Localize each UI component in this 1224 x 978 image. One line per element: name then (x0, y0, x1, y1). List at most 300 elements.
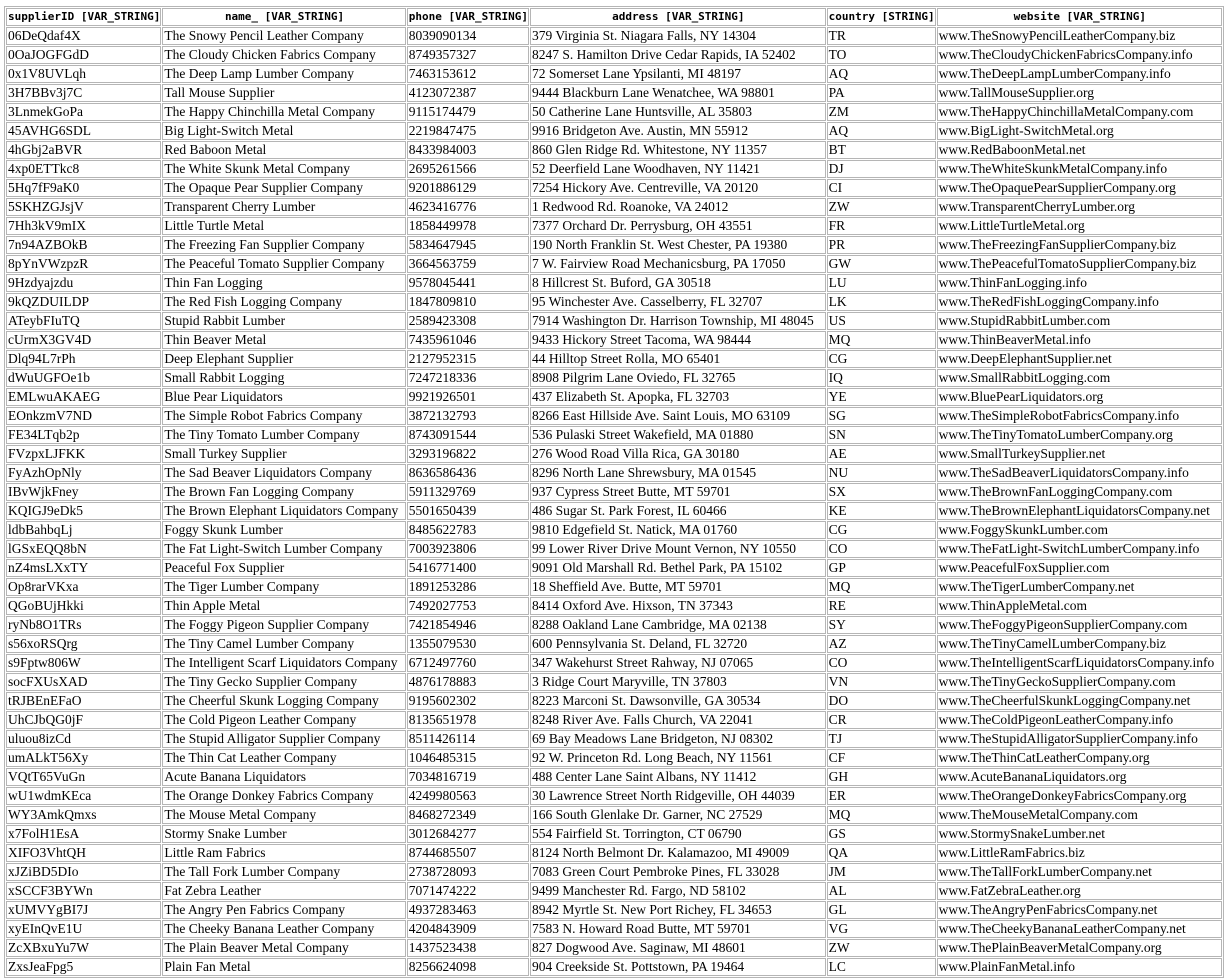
column-header-country[interactable]: country [STRING] (827, 8, 936, 26)
cell-phone: 8135651978 (407, 711, 529, 729)
cell-name: The Intelligent Scarf Liquidators Company (162, 654, 405, 672)
cell-phone: 4123072387 (407, 84, 529, 102)
cell-supplier-id: ldbBahbqLj (6, 521, 161, 539)
cell-website: www.TallMouseSupplier.org (937, 84, 1222, 102)
table-row (6, 46, 1222, 64)
cell-address: 99 Lower River Drive Mount Vernon, NY 10550 (530, 540, 826, 558)
cell-website: www.ThePeacefulTomatoSupplierCompany.biz (937, 255, 1222, 273)
cell-website: www.BluePearLiquidators.org (937, 388, 1222, 406)
cell-country: CR (827, 711, 936, 729)
cell-address: 190 North Franklin St. West Chester, PA 19380 (530, 236, 826, 254)
cell-supplier-id: 3LnmekGoPa (6, 103, 161, 121)
cell-address: 276 Wood Road Villa Rica, GA 30180 (530, 445, 826, 463)
cell-address: 8 Hillcrest St. Buford, GA 30518 (530, 274, 826, 292)
table-row (6, 293, 1222, 311)
cell-name: The Sad Beaver Liquidators Company (162, 464, 405, 482)
cell-address: 9091 Old Marshall Rd. Bethel Park, PA 15102 (530, 559, 826, 577)
cell-country: ZW (827, 939, 936, 957)
cell-name: Small Turkey Supplier (162, 445, 405, 463)
cell-country: US (827, 312, 936, 330)
table-row (6, 141, 1222, 159)
cell-address: 8248 River Ave. Falls Church, VA 22041 (530, 711, 826, 729)
table-row (6, 692, 1222, 710)
cell-name: Thin Apple Metal (162, 597, 405, 615)
cell-website: www.TheStupidAlligatorSupplierCompany.info (937, 730, 1222, 748)
cell-country: BT (827, 141, 936, 159)
cell-phone: 2127952315 (407, 350, 529, 368)
cell-phone: 8485622783 (407, 521, 529, 539)
cell-name: Red Baboon Metal (162, 141, 405, 159)
cell-phone: 1355079530 (407, 635, 529, 653)
cell-website: www.TheSimpleRobotFabricsCompany.info (937, 407, 1222, 425)
cell-phone: 8749357327 (407, 46, 529, 64)
cell-address: 7377 Orchard Dr. Perrysburg, OH 43551 (530, 217, 826, 235)
cell-address: 1 Redwood Rd. Roanoke, VA 24012 (530, 198, 826, 216)
cell-website: www.ThinFanLogging.info (937, 274, 1222, 292)
cell-name: The Red Fish Logging Company (162, 293, 405, 311)
cell-address: 937 Cypress Street Butte, MT 59701 (530, 483, 826, 501)
cell-country: SG (827, 407, 936, 425)
cell-country: MQ (827, 578, 936, 596)
cell-website: www.TheFatLight-SwitchLumberCompany.info (937, 540, 1222, 558)
cell-phone: 8636586436 (407, 464, 529, 482)
table-row (6, 521, 1222, 539)
cell-name: Deep Elephant Supplier (162, 350, 405, 368)
cell-website: www.TheOrangeDonkeyFabricsCompany.org (937, 787, 1222, 805)
cell-country: ZM (827, 103, 936, 121)
cell-phone: 9578045441 (407, 274, 529, 292)
cell-supplier-id: xSCCF3BYWn (6, 882, 161, 900)
cell-phone: 2738728093 (407, 863, 529, 881)
cell-supplier-id: 7n94AZBOkB (6, 236, 161, 254)
cell-country: GS (827, 825, 936, 843)
table-row (6, 597, 1222, 615)
cell-supplier-id: ZxsJeaFpg5 (6, 958, 161, 976)
cell-supplier-id: 4xp0ETTkc8 (6, 160, 161, 178)
cell-phone: 1858449978 (407, 217, 529, 235)
cell-supplier-id: 3H7BBv3j7C (6, 84, 161, 102)
cell-address: 347 Wakehurst Street Rahway, NJ 07065 (530, 654, 826, 672)
cell-address: 554 Fairfield St. Torrington, CT 06790 (530, 825, 826, 843)
cell-phone: 6712497760 (407, 654, 529, 672)
cell-website: www.TheDeepLampLumberCompany.info (937, 65, 1222, 83)
cell-address: 9499 Manchester Rd. Fargo, ND 58102 (530, 882, 826, 900)
cell-website: www.TheAngryPenFabricsCompany.net (937, 901, 1222, 919)
table-row (6, 502, 1222, 520)
cell-supplier-id: FVzpxLJFKK (6, 445, 161, 463)
cell-country: VN (827, 673, 936, 691)
cell-address: 9433 Hickory Street Tacoma, WA 98444 (530, 331, 826, 349)
cell-supplier-id: x7FolH1EsA (6, 825, 161, 843)
cell-name: The Tiny Tomato Lumber Company (162, 426, 405, 444)
cell-phone: 9201886129 (407, 179, 529, 197)
table-row (6, 806, 1222, 824)
cell-supplier-id: uluou8izCd (6, 730, 161, 748)
cell-name: The White Skunk Metal Company (162, 160, 405, 178)
cell-phone: 7492027753 (407, 597, 529, 615)
cell-name: The Fat Light-Switch Lumber Company (162, 540, 405, 558)
table-row (6, 578, 1222, 596)
cell-phone: 9921926501 (407, 388, 529, 406)
cell-name: The Snowy Pencil Leather Company (162, 27, 405, 45)
cell-website: www.AcuteBananaLiquidators.org (937, 768, 1222, 786)
cell-supplier-id: ryNb8O1TRs (6, 616, 161, 634)
cell-address: 488 Center Lane Saint Albans, NY 11412 (530, 768, 826, 786)
table-row (6, 635, 1222, 653)
cell-supplier-id: socFXUsXAD (6, 673, 161, 691)
cell-name: The Cheerful Skunk Logging Company (162, 692, 405, 710)
table-row (6, 882, 1222, 900)
cell-website: www.TheCheerfulSkunkLoggingCompany.net (937, 692, 1222, 710)
cell-supplier-id: umALkT56Xy (6, 749, 161, 767)
cell-supplier-id: ATeybFIuTQ (6, 312, 161, 330)
cell-country: CG (827, 521, 936, 539)
cell-country: NU (827, 464, 936, 482)
cell-website: www.TheMouseMetalCompany.com (937, 806, 1222, 824)
cell-phone: 5911329769 (407, 483, 529, 501)
cell-country: AQ (827, 122, 936, 140)
cell-supplier-id: wU1wdmKEca (6, 787, 161, 805)
cell-phone: 3664563759 (407, 255, 529, 273)
cell-name: The Cheeky Banana Leather Company (162, 920, 405, 938)
cell-country: GW (827, 255, 936, 273)
table-row (6, 179, 1222, 197)
cell-phone: 2589423308 (407, 312, 529, 330)
table-row (6, 236, 1222, 254)
header-row (6, 8, 1222, 26)
cell-supplier-id: Dlq94L7rPh (6, 350, 161, 368)
cell-supplier-id: FE34LTqb2p (6, 426, 161, 444)
cell-phone: 7003923806 (407, 540, 529, 558)
cell-country: AQ (827, 65, 936, 83)
cell-country: PA (827, 84, 936, 102)
cell-address: 18 Sheffield Ave. Butte, MT 59701 (530, 578, 826, 596)
cell-supplier-id: s9Fptw806W (6, 654, 161, 672)
cell-phone: 7435961046 (407, 331, 529, 349)
table-row (6, 749, 1222, 767)
cell-country: GL (827, 901, 936, 919)
cell-supplier-id: xyEInQvE1U (6, 920, 161, 938)
cell-supplier-id: 5SKHZGJsjV (6, 198, 161, 216)
cell-supplier-id: 9kQZDUILDP (6, 293, 161, 311)
cell-country: MQ (827, 806, 936, 824)
cell-supplier-id: IBvWjkFney (6, 483, 161, 501)
cell-website: www.TransparentCherryLumber.org (937, 198, 1222, 216)
cell-supplier-id: ZcXBxuYu7W (6, 939, 161, 957)
table-row (6, 939, 1222, 957)
cell-address: 92 W. Princeton Rd. Long Beach, NY 11561 (530, 749, 826, 767)
cell-address: 8414 Oxford Ave. Hixson, TN 37343 (530, 597, 826, 615)
table-row (6, 730, 1222, 748)
cell-address: 7583 N. Howard Road Butte, MT 59701 (530, 920, 826, 938)
cell-supplier-id: VQtT65VuGn (6, 768, 161, 786)
cell-supplier-id: lGSxEQQ8bN (6, 540, 161, 558)
cell-address: 904 Creekside St. Pottstown, PA 19464 (530, 958, 826, 976)
cell-phone: 7463153612 (407, 65, 529, 83)
cell-website: www.TheThinCatLeatherCompany.org (937, 749, 1222, 767)
cell-address: 486 Sugar St. Park Forest, IL 60466 (530, 502, 826, 520)
cell-website: www.TheTallForkLumberCompany.net (937, 863, 1222, 881)
cell-website: www.ThinBeaverMetal.info (937, 331, 1222, 349)
column-header-phone[interactable]: phone [VAR_STRING] (407, 8, 529, 26)
cell-name: The Plain Beaver Metal Company (162, 939, 405, 957)
cell-phone: 7421854946 (407, 616, 529, 634)
cell-website: www.TheBrownElephantLiquidatorsCompany.net (937, 502, 1222, 520)
cell-website: www.TheCloudyChickenFabricsCompany.info (937, 46, 1222, 64)
cell-name: The Thin Cat Leather Company (162, 749, 405, 767)
cell-address: 8223 Marconi St. Dawsonville, GA 30534 (530, 692, 826, 710)
cell-address: 8908 Pilgrim Lane Oviedo, FL 32765 (530, 369, 826, 387)
cell-address: 8247 S. Hamilton Drive Cedar Rapids, IA 52402 (530, 46, 826, 64)
table-row (6, 540, 1222, 558)
cell-supplier-id: 9Hzdyajzdu (6, 274, 161, 292)
cell-website: www.TheTinyCamelLumberCompany.biz (937, 635, 1222, 653)
cell-website: www.TheTigerLumberCompany.net (937, 578, 1222, 596)
cell-name: The Deep Lamp Lumber Company (162, 65, 405, 83)
cell-name: The Cold Pigeon Leather Company (162, 711, 405, 729)
cell-supplier-id: 7Hh3kV9mIX (6, 217, 161, 235)
cell-website: www.StupidRabbitLumber.com (937, 312, 1222, 330)
cell-address: 437 Elizabeth St. Apopka, FL 32703 (530, 388, 826, 406)
cell-country: CO (827, 540, 936, 558)
cell-country: CG (827, 350, 936, 368)
cell-website: www.TheFoggyPigeonSupplierCompany.com (937, 616, 1222, 634)
cell-country: CO (827, 654, 936, 672)
cell-address: 7914 Washington Dr. Harrison Township, MI 48045 (530, 312, 826, 330)
cell-name: Thin Beaver Metal (162, 331, 405, 349)
table-row (6, 616, 1222, 634)
cell-name: Big Light-Switch Metal (162, 122, 405, 140)
cell-phone: 1847809810 (407, 293, 529, 311)
cell-country: LC (827, 958, 936, 976)
cell-name: Transparent Cherry Lumber (162, 198, 405, 216)
cell-address: 600 Pennsylvania St. Deland, FL 32720 (530, 635, 826, 653)
cell-name: Tall Mouse Supplier (162, 84, 405, 102)
cell-website: www.TheOpaquePearSupplierCompany.org (937, 179, 1222, 197)
table-row (6, 122, 1222, 140)
cell-name: The Brown Fan Logging Company (162, 483, 405, 501)
cell-phone: 7071474222 (407, 882, 529, 900)
cell-name: The Tiny Camel Lumber Company (162, 635, 405, 653)
cell-supplier-id: EOnkzmV7ND (6, 407, 161, 425)
cell-country: SY (827, 616, 936, 634)
cell-name: The Tiny Gecko Supplier Company (162, 673, 405, 691)
cell-supplier-id: cUrmX3GV4D (6, 331, 161, 349)
cell-website: www.TheSadBeaverLiquidatorsCompany.info (937, 464, 1222, 482)
cell-website: www.TheWhiteSkunkMetalCompany.info (937, 160, 1222, 178)
table-row (6, 407, 1222, 425)
cell-website: www.TheTinyGeckoSupplierCompany.com (937, 673, 1222, 691)
table-row (6, 464, 1222, 482)
table-row (6, 920, 1222, 938)
table-row (6, 160, 1222, 178)
table-row (6, 65, 1222, 83)
cell-country: PR (827, 236, 936, 254)
cell-supplier-id: 5Hq7fF9aK0 (6, 179, 161, 197)
cell-name: Thin Fan Logging (162, 274, 405, 292)
cell-address: 9444 Blackburn Lane Wenatchee, WA 98801 (530, 84, 826, 102)
cell-phone: 1437523438 (407, 939, 529, 957)
cell-supplier-id: nZ4msLXxTY (6, 559, 161, 577)
table-row (6, 483, 1222, 501)
cell-name: The Happy Chinchilla Metal Company (162, 103, 405, 121)
cell-name: Little Turtle Metal (162, 217, 405, 235)
cell-supplier-id: WY3AmkQmxs (6, 806, 161, 824)
table-row (6, 103, 1222, 121)
cell-phone: 8433984003 (407, 141, 529, 159)
table-row (6, 958, 1222, 976)
cell-address: 166 South Glenlake Dr. Garner, NC 27529 (530, 806, 826, 824)
cell-website: www.TheCheekyBananaLeatherCompany.net (937, 920, 1222, 938)
results-table-container (4, 6, 1224, 978)
cell-country: GP (827, 559, 936, 577)
cell-website: www.TheSnowyPencilLeatherCompany.biz (937, 27, 1222, 45)
cell-country: JM (827, 863, 936, 881)
cell-name: The Orange Donkey Fabrics Company (162, 787, 405, 805)
cell-phone: 4249980563 (407, 787, 529, 805)
cell-phone: 1891253286 (407, 578, 529, 596)
cell-supplier-id: 4hGbj2aBVR (6, 141, 161, 159)
cell-website: www.ThinAppleMetal.com (937, 597, 1222, 615)
cell-name: The Brown Elephant Liquidators Company (162, 502, 405, 520)
cell-name: The Peaceful Tomato Supplier Company (162, 255, 405, 273)
table-row (6, 711, 1222, 729)
cell-phone: 7247218336 (407, 369, 529, 387)
cell-supplier-id: Op8rarVKxa (6, 578, 161, 596)
table-row (6, 559, 1222, 577)
cell-phone: 3012684277 (407, 825, 529, 843)
cell-country: CI (827, 179, 936, 197)
table-row (6, 654, 1222, 672)
cell-name: The Tall Fork Lumber Company (162, 863, 405, 881)
cell-supplier-id: XIFO3VhtQH (6, 844, 161, 862)
cell-name: Stormy Snake Lumber (162, 825, 405, 843)
cell-website: www.ThePlainBeaverMetalCompany.org (937, 939, 1222, 957)
cell-website: www.StormySnakeLumber.net (937, 825, 1222, 843)
cell-phone: 4937283463 (407, 901, 529, 919)
table-row (6, 863, 1222, 881)
cell-country: AE (827, 445, 936, 463)
cell-country: FR (827, 217, 936, 235)
cell-phone: 9115174479 (407, 103, 529, 121)
cell-name: The Opaque Pear Supplier Company (162, 179, 405, 197)
cell-phone: 4204843909 (407, 920, 529, 938)
cell-website: www.LittleTurtleMetal.org (937, 217, 1222, 235)
cell-country: VG (827, 920, 936, 938)
column-header-name[interactable]: name_ [VAR_STRING] (162, 8, 405, 26)
cell-phone: 2219847475 (407, 122, 529, 140)
cell-address: 44 Hilltop Street Rolla, MO 65401 (530, 350, 826, 368)
cell-supplier-id: xUMVYgBI7J (6, 901, 161, 919)
column-header-address[interactable]: address [VAR_STRING] (530, 8, 826, 26)
cell-name: The Foggy Pigeon Supplier Company (162, 616, 405, 634)
cell-phone: 4623416776 (407, 198, 529, 216)
cell-supplier-id: KQIGJ9eDk5 (6, 502, 161, 520)
cell-country: TJ (827, 730, 936, 748)
cell-website: www.TheFreezingFanSupplierCompany.biz (937, 236, 1222, 254)
column-header-supplier-id[interactable]: supplierID [VAR_STRING] (6, 8, 161, 26)
cell-phone: 4876178883 (407, 673, 529, 691)
table-row (6, 312, 1222, 330)
cell-phone: 8039090134 (407, 27, 529, 45)
table-row (6, 787, 1222, 805)
table-row (6, 255, 1222, 273)
table-row (6, 388, 1222, 406)
cell-website: www.SmallTurkeySupplier.net (937, 445, 1222, 463)
cell-website: www.TheRedFishLoggingCompany.info (937, 293, 1222, 311)
cell-website: www.PlainFanMetal.info (937, 958, 1222, 976)
cell-address: 7 W. Fairview Road Mechanicsburg, PA 17050 (530, 255, 826, 273)
cell-phone: 3872132793 (407, 407, 529, 425)
cell-country: CF (827, 749, 936, 767)
table-row (6, 350, 1222, 368)
cell-name: The Stupid Alligator Supplier Company (162, 730, 405, 748)
cell-country: ZW (827, 198, 936, 216)
cell-supplier-id: UhCJbQG0jF (6, 711, 161, 729)
cell-country: MQ (827, 331, 936, 349)
table-row (6, 445, 1222, 463)
cell-address: 9916 Bridgeton Ave. Austin, MN 55912 (530, 122, 826, 140)
cell-country: TR (827, 27, 936, 45)
cell-address: 69 Bay Meadows Lane Bridgeton, NJ 08302 (530, 730, 826, 748)
cell-name: Blue Pear Liquidators (162, 388, 405, 406)
cell-website: www.SmallRabbitLogging.com (937, 369, 1222, 387)
cell-supplier-id: 0OaJOGFGdD (6, 46, 161, 64)
cell-address: 8288 Oakland Lane Cambridge, MA 02138 (530, 616, 826, 634)
cell-name: Stupid Rabbit Lumber (162, 312, 405, 330)
table-row (6, 369, 1222, 387)
table-row (6, 84, 1222, 102)
cell-phone: 8744685507 (407, 844, 529, 862)
cell-address: 52 Deerfield Lane Woodhaven, NY 11421 (530, 160, 826, 178)
cell-address: 379 Virginia St. Niagara Falls, NY 14304 (530, 27, 826, 45)
cell-address: 72 Somerset Lane Ypsilanti, MI 48197 (530, 65, 826, 83)
cell-phone: 8511426114 (407, 730, 529, 748)
cell-country: RE (827, 597, 936, 615)
cell-address: 7254 Hickory Ave. Centreville, VA 20120 (530, 179, 826, 197)
cell-website: www.TheBrownFanLoggingCompany.com (937, 483, 1222, 501)
cell-country: SN (827, 426, 936, 444)
table-row (6, 274, 1222, 292)
cell-name: Fat Zebra Leather (162, 882, 405, 900)
cell-country: DO (827, 692, 936, 710)
cell-country: AZ (827, 635, 936, 653)
table-row (6, 331, 1222, 349)
cell-website: www.LittleRamFabrics.biz (937, 844, 1222, 862)
cell-address: 3 Ridge Court Maryville, TN 37803 (530, 673, 826, 691)
cell-supplier-id: s56xoRSQrg (6, 635, 161, 653)
cell-supplier-id: 45AVHG6SDL (6, 122, 161, 140)
cell-supplier-id: tRJBEnEFaO (6, 692, 161, 710)
column-header-website[interactable]: website [VAR_STRING] (937, 8, 1222, 26)
cell-name: The Angry Pen Fabrics Company (162, 901, 405, 919)
cell-website: www.FatZebraLeather.org (937, 882, 1222, 900)
cell-country: AL (827, 882, 936, 900)
cell-country: LU (827, 274, 936, 292)
cell-website: www.DeepElephantSupplier.net (937, 350, 1222, 368)
cell-address: 860 Glen Ridge Rd. Whitestone, NY 11357 (530, 141, 826, 159)
cell-phone: 8256624098 (407, 958, 529, 976)
cell-country: TO (827, 46, 936, 64)
table-row (6, 27, 1222, 45)
cell-country: SX (827, 483, 936, 501)
table-row (6, 901, 1222, 919)
cell-supplier-id: 0x1V8UVLqh (6, 65, 161, 83)
cell-address: 9810 Edgefield St. Natick, MA 01760 (530, 521, 826, 539)
cell-phone: 8468272349 (407, 806, 529, 824)
cell-address: 8942 Myrtle St. New Port Richey, FL 34653 (530, 901, 826, 919)
cell-name: The Mouse Metal Company (162, 806, 405, 824)
